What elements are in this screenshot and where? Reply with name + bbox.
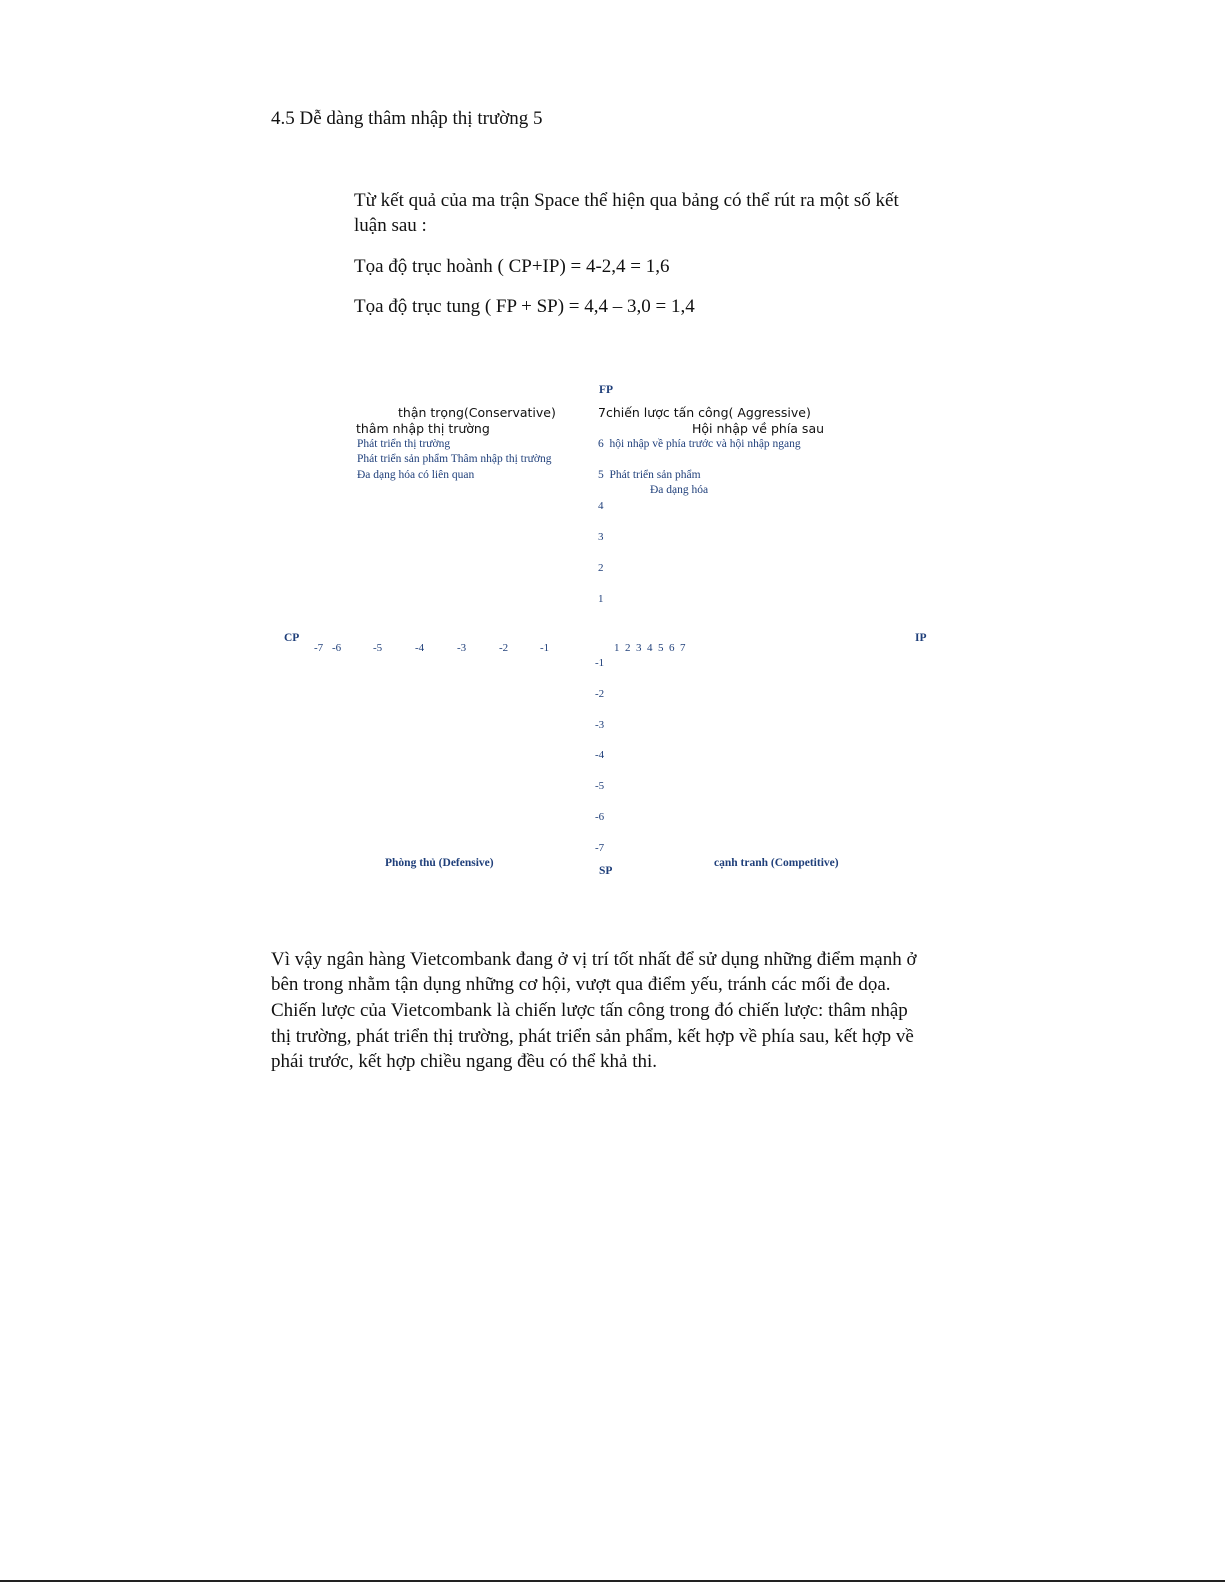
y-coordinate-formula: Tọa độ trục tung ( FP + SP) = 4,4 – 3,0 = 1,4: [354, 296, 695, 317]
y-tick: -2: [595, 688, 605, 700]
conservative-title: thận trọng(Conservative): [398, 405, 556, 420]
x-tick: -2: [499, 642, 509, 654]
conservative-item: Đa dạng hóa có liên quan: [357, 469, 475, 481]
axis-label-sp: SP: [599, 865, 613, 877]
conclusion-line-5: phái trước, kết hợp chiều ngang đều có thể khả thi.: [271, 1051, 658, 1072]
y-tick: 4: [598, 500, 604, 512]
x-tick: -6: [332, 642, 342, 654]
intro-line-1: Từ kết quả của ma trận Space thể hiện qua bảng có thể rút ra một số kết: [354, 190, 899, 211]
page-bottom-border: [0, 1580, 1225, 1582]
y-tick: 5: [598, 469, 604, 481]
conservative-item: Phát triển sản phẩm Thâm nhập thị trường: [357, 453, 552, 465]
y-tick: 7: [598, 405, 606, 420]
x-coordinate-formula: Tọa độ trục hoành ( CP+IP) = 4-2,4 = 1,6: [354, 256, 670, 277]
defensive-title: Phòng thủ (Defensive): [385, 857, 494, 869]
intro-line-2: luận sau :: [354, 215, 427, 236]
y-tick: -6: [595, 811, 605, 823]
y-tick-7-with-aggressive-title: [598, 405, 811, 420]
conservative-item: Phát triển thị trường: [357, 438, 451, 450]
section-heading: 4.5 Dễ dàng thâm nhập thị trường 5: [271, 108, 543, 129]
axis-label-ip: IP: [915, 632, 927, 644]
aggressive-item: Hội nhập về phía sau: [692, 421, 825, 436]
aggressive-item: Phát triển sản phẩm: [609, 469, 701, 481]
y-tick: 1: [598, 593, 604, 605]
x-tick: -7: [314, 642, 324, 654]
aggressive-title: chiến lược tấn công( Aggressive): [605, 405, 811, 420]
conclusion-line-2: bên trong nhằm tận dụng những cơ hội, vượt qua điểm yếu, tránh các mối đe dọa.: [271, 974, 891, 995]
x-tick: -3: [457, 642, 467, 654]
y-tick: -1: [595, 657, 605, 669]
aggressive-item: Đa dạng hóa: [650, 484, 709, 496]
y-tick: -7: [595, 842, 605, 854]
y-tick: -5: [595, 780, 605, 792]
axis-label-cp: CP: [284, 632, 300, 644]
aggressive-item: hội nhập về phía trước và hội nhập ngang: [609, 438, 801, 450]
conservative-item: thâm nhập thị trường: [356, 421, 490, 436]
y-tick-6-row: [598, 438, 801, 450]
y-tick: 2: [598, 562, 604, 574]
y-tick: 6: [598, 438, 604, 450]
x-tick: -5: [373, 642, 383, 654]
x-tick: -1: [540, 642, 550, 654]
x-tick: -4: [415, 642, 425, 654]
y-tick: -4: [595, 749, 605, 761]
x-ticks-positive: 1 2 3 4 5 6 7: [614, 642, 686, 654]
y-tick-5-row: [598, 469, 701, 481]
axis-label-fp: FP: [599, 384, 614, 396]
y-tick: 3: [598, 531, 604, 543]
conclusion-line-1: Vì vậy ngân hàng Vietcombank đang ở vị trí tốt nhất để sử dụng những điểm mạnh ở: [271, 949, 917, 970]
competitive-title: cạnh tranh (Competitive): [714, 857, 839, 869]
conclusion-line-3: Chiến lược của Vietcombank là chiến lược tấn công trong đó chiến lược: thâm nhập: [271, 1000, 908, 1021]
y-tick: -3: [595, 719, 605, 731]
conclusion-line-4: thị trường, phát triển thị trường, phát triển sản phẩm, kết hợp về phía sau, kết hợp về: [271, 1026, 914, 1047]
